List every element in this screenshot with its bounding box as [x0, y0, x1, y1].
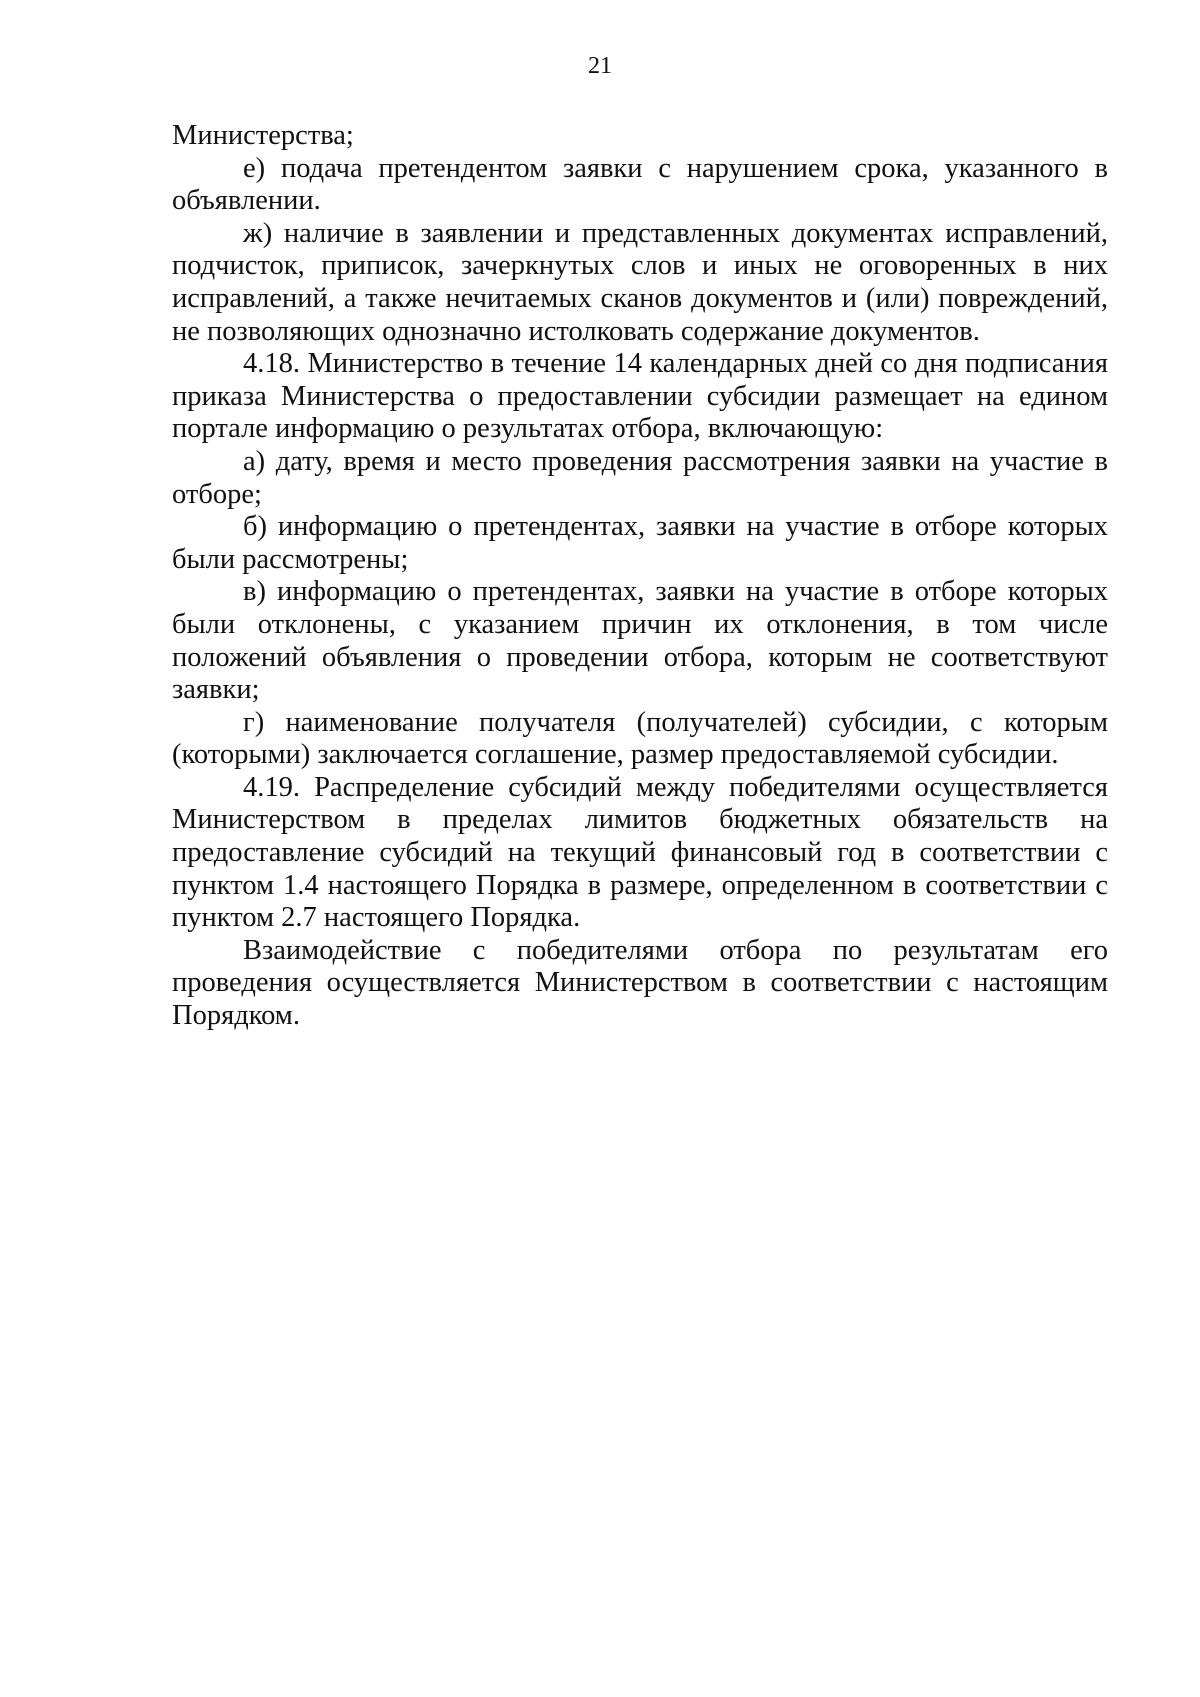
- list-item-g: г) наименование получателя (получателей) субсидии, с которым (которыми) заключается соглашение, размер предоставляемой субсидии.: [172, 706, 1108, 771]
- list-item-b: б) информацию о претендентах, заявки на участие в отборе которых были рассмотрены;: [172, 511, 1108, 575]
- list-item-e: е) подача претендентом заявки с нарушением срока, указанного в объявлении.: [172, 152, 1108, 217]
- paragraph-interaction: Взаимодействие с победителями отбора по результатам его проведения осуществляется Министерством в соответствии с настоящим Порядком.: [172, 934, 1108, 1032]
- paragraph-continuation: Министерства;: [172, 120, 354, 151]
- list-item-a: а) дату, время и место проведения рассмотрения заявки на участие в отборе;: [172, 445, 1108, 510]
- list-item-v: в) информацию о претендентах, заявки на участие в отборе которых были отклонены, с указанием причин их отклонения, в том числе положений объявления о проведении отбора, которым не соответствуют заявки;: [172, 576, 1108, 706]
- clause-4-18: 4.18. Министерство в течение 14 календарных дней со дня подписания приказа Министерства о предоставлении субсидии размещает на едином портале информацию о результатах отбора, включающую:: [172, 348, 1108, 445]
- clause-4-19: 4.19. Распределение субсидий между победителями осуществляется Министерством в пределах лимитов бюджетных обязательств на предоставление субсидий на текущий финансовый год в соответствии с пунктом 1.4 настоящего Порядка в размере, определенном в соответствии с пунктом 2.7 настоящего Порядка.: [172, 771, 1108, 934]
- document-body: [172, 120, 1108, 1033]
- list-item-zh: ж) наличие в заявлении и представленных документах исправлений, подчисток, приписок, зачеркнутых слов и иных не оговоренных в них исправлений, а также нечитаемых сканов документов и (или) повреждений, не позволяющих однозначно истолковать содержание документов.: [172, 217, 1108, 347]
- page-number: 21: [588, 53, 612, 79]
